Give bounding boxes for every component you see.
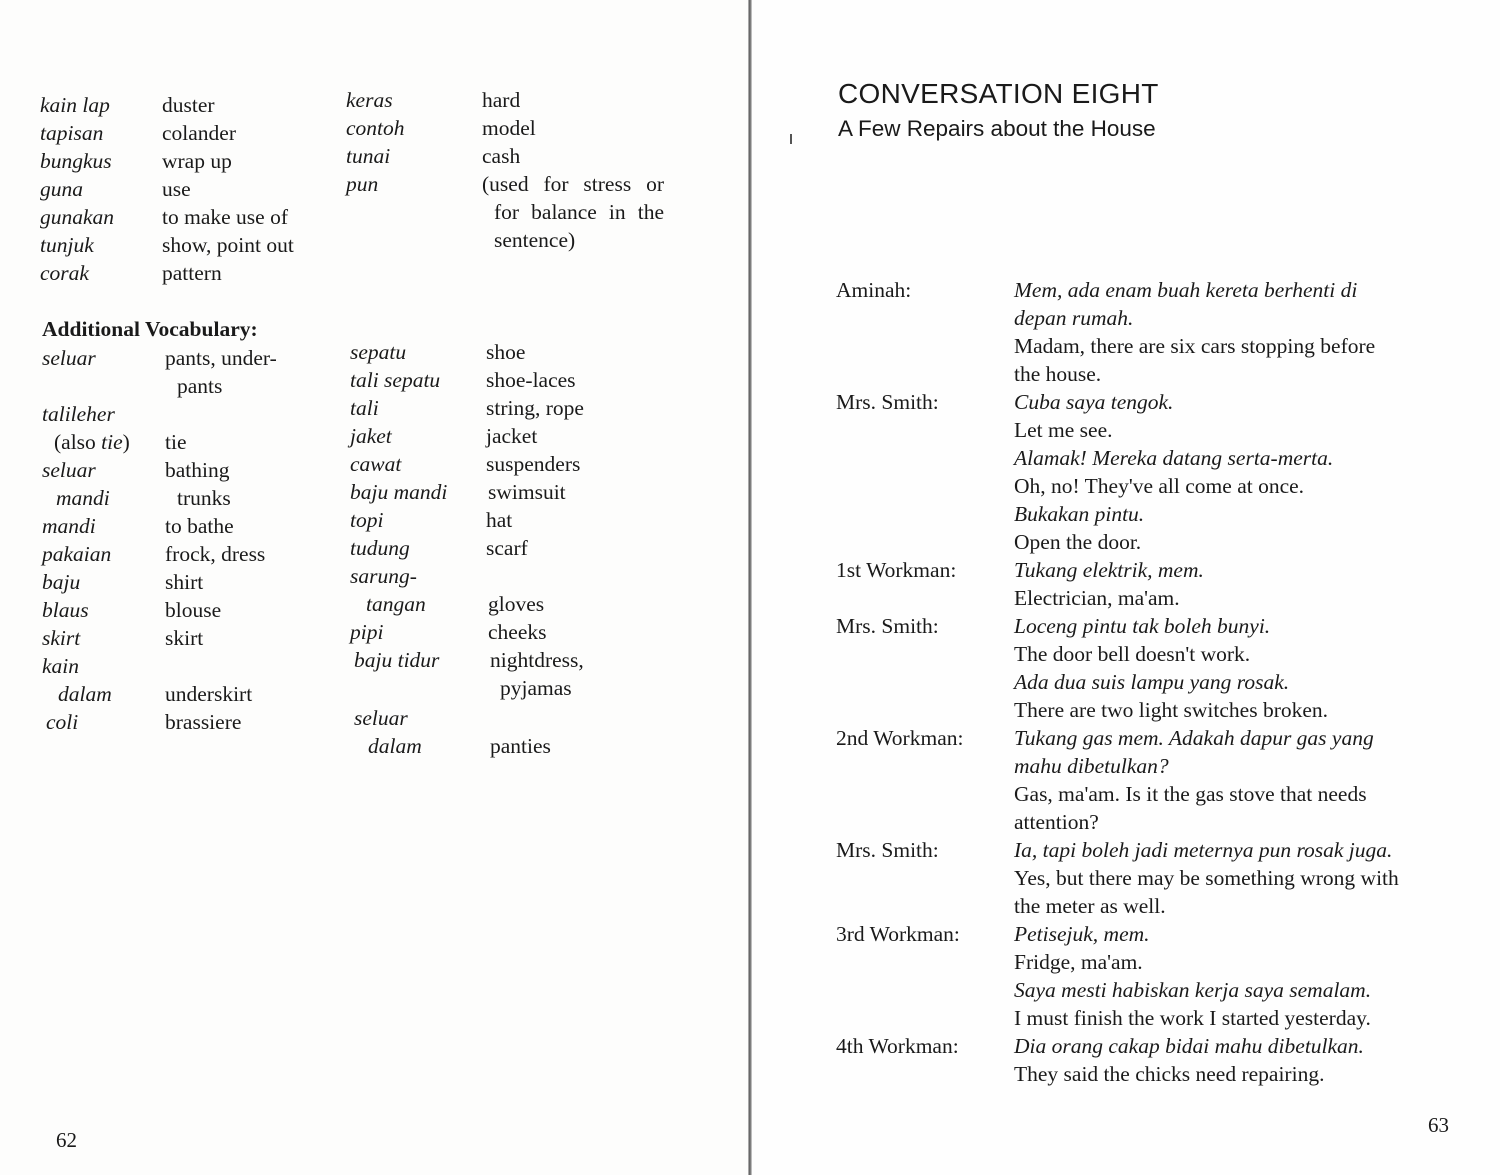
vocab-term: sarung- (350, 564, 417, 588)
vocab-row (40, 175, 340, 203)
vocab-definition: jacket (486, 424, 538, 448)
vocab-term: seluar (42, 458, 96, 482)
vocab-definition: cash (482, 144, 521, 168)
english-line: Let me see. (1014, 418, 1113, 442)
vocab-definition: shirt (165, 570, 204, 594)
malay-line: Cuba saya tengok. (1014, 390, 1174, 414)
conversation-title: CONVERSATION EIGHT (838, 78, 1159, 109)
dialogue-lines (1014, 836, 1460, 920)
page-number-right: 63 (1428, 1113, 1449, 1137)
vocab-row (40, 119, 340, 147)
vocab-term: topi (350, 508, 384, 532)
vocab-definition: panties (490, 734, 551, 758)
vocab-term: tunjuk (40, 233, 94, 257)
dialogue-turn (836, 724, 1466, 836)
english-line: The door bell doesn't work. (1014, 642, 1251, 666)
left-page (0, 0, 748, 1175)
dialogue-lines (1014, 556, 1460, 612)
vocab-definition: use (162, 177, 191, 201)
vocab-definition: frock, dress (165, 542, 266, 566)
vocab-term: tali (350, 396, 379, 420)
malay-line: Petisejuk, mem. (1014, 922, 1150, 946)
vocab-row (40, 259, 340, 287)
dialogue-lines (1014, 612, 1460, 724)
vocab-term: dalam (58, 682, 112, 706)
vocab-term: tali sepatu (350, 368, 441, 392)
vocab-definition: to bathe (165, 514, 234, 538)
malay-line: Bukakan pintu. (1014, 502, 1145, 526)
vocab-term: pun (346, 172, 379, 196)
vocab-rows-a (40, 91, 340, 287)
dialogue-turn (836, 556, 1466, 612)
vocab-definition: (used for stress or for balance in the sentence) (482, 172, 664, 252)
dialogue-lines (1014, 388, 1460, 556)
vocab-definition: gloves (488, 592, 545, 616)
vocab-definition: trunks (177, 486, 231, 510)
vocab-row (40, 91, 340, 119)
english-line: attention? (1014, 810, 1099, 834)
vocab-definition: brassiere (165, 710, 242, 734)
vocab-definition: wrap up (162, 149, 232, 173)
malay-line: Dia orang cakap bidai mahu dibetulkan. (1014, 1034, 1364, 1058)
vocab-definition: colander (162, 121, 237, 145)
speaker-name: Aminah: (836, 278, 912, 302)
vocab-definition: scarf (486, 536, 528, 560)
vocab-definition: to make use of (162, 205, 288, 229)
vocab-definition: hard (482, 88, 521, 112)
dialogue-turn (836, 920, 1466, 1032)
malay-line: Tukang elektrik, mem. (1014, 558, 1204, 582)
english-line: They said the chicks need repairing. (1014, 1062, 1325, 1086)
vocab-row (40, 231, 340, 259)
dialogue-turn (836, 836, 1466, 920)
dialogue-lines (1014, 1032, 1460, 1088)
vocab-term: kain (42, 654, 80, 678)
speaker-name: 4th Workman: (836, 1034, 959, 1058)
vocab-term: corak (40, 261, 89, 285)
speaker-name: 2nd Workman: (836, 726, 964, 750)
english-line: Open the door. (1014, 530, 1142, 554)
vocab-definition: pattern (162, 261, 222, 285)
english-line: Madam, there are six cars stopping before (1014, 334, 1376, 358)
english-line: the meter as well. (1014, 894, 1166, 918)
print-mark (790, 134, 792, 144)
malay-line: Mem, ada enam buah kereta berhenti di (1014, 278, 1358, 302)
vocab-term: blaus (42, 598, 89, 622)
vocab-term: skirt (42, 626, 81, 650)
vocab-definition: cheeks (488, 620, 547, 644)
vocab-term: seluar (42, 346, 96, 370)
vocab-term: coli (46, 710, 79, 734)
vocab-definition: underskirt (165, 682, 253, 706)
page-number-left: 62 (56, 1128, 77, 1152)
vocab-definition: bathing (165, 458, 230, 482)
vocab-term: baju (42, 570, 81, 594)
vocab-term: tudung (350, 536, 410, 560)
malay-line: Ia, tapi boleh jadi meternya pun rosak juga. (1014, 838, 1393, 862)
malay-line: Alamak! Mereka datang serta-merta. (1014, 446, 1334, 470)
vocab-term: kain lap (40, 93, 110, 117)
dialogue (836, 276, 1466, 1088)
vocab-term: baju tidur (354, 648, 440, 672)
vocab-term: contoh (346, 116, 405, 140)
speaker-name: Mrs. Smith: (836, 390, 939, 414)
additional-vocabulary-column-a (42, 344, 342, 736)
vocabulary-column-a (40, 91, 340, 287)
dialogue-turn (836, 276, 1466, 388)
vocab-definition: swimsuit (488, 480, 566, 504)
vocabulary-column-b (346, 86, 676, 254)
vocab-term: bungkus (40, 149, 112, 173)
vocab-row (40, 203, 340, 231)
vocab-term: jaket (350, 424, 392, 448)
dialogue-turn (836, 388, 1466, 556)
vocab-definition: suspenders (486, 452, 581, 476)
english-line: There are two light switches broken. (1014, 698, 1329, 722)
dialogue-lines (1014, 724, 1460, 836)
additional-vocabulary-column-b (350, 338, 680, 760)
english-line: Gas, ma'am. Is it the gas stove that needs (1014, 782, 1367, 806)
vocab-term: keras (346, 88, 393, 112)
english-line: Electrician, ma'am. (1014, 586, 1180, 610)
vocab-term: talileher (42, 402, 115, 426)
vocab-term: dalam (368, 734, 422, 758)
vocab-term: seluar (354, 706, 408, 730)
vocab-term: mandi (42, 514, 96, 538)
dialogue-lines (1014, 276, 1460, 388)
speaker-name: 1st Workman: (836, 558, 957, 582)
vocab-definition: shoe (486, 340, 526, 364)
speaker-name: 3rd Workman: (836, 922, 960, 946)
english-line: the house. (1014, 362, 1102, 386)
vocab-definition: shoe-laces (486, 368, 576, 392)
malay-line: depan rumah. (1014, 306, 1134, 330)
vocab-row (40, 147, 340, 175)
vocab-term: guna (40, 177, 83, 201)
vocab-definition: blouse (165, 598, 222, 622)
dialogue-turn (836, 612, 1466, 724)
vocab-definition: nightdress, (490, 648, 584, 672)
malay-line: Saya mesti habiskan kerja saya semalam. (1014, 978, 1372, 1002)
english-line: I must finish the work I started yesterday. (1014, 1006, 1371, 1030)
vocab-definition: show, point out (162, 233, 294, 257)
english-line: Fridge, ma'am. (1014, 950, 1143, 974)
vocab-definition: model (482, 116, 536, 140)
vocab-definition: pyjamas (500, 676, 572, 700)
english-line: Oh, no! They've all come at once. (1014, 474, 1305, 498)
speaker-name: Mrs. Smith: (836, 838, 939, 862)
conversation-subtitle: A Few Repairs about the House (838, 116, 1156, 141)
english-line: Yes, but there may be something wrong with (1014, 866, 1399, 890)
vocab-term: pakaian (42, 542, 112, 566)
vocab-definition: hat (486, 508, 513, 532)
vocab-term-note: (also tie) (54, 430, 130, 454)
vocab-term: tapisan (40, 121, 104, 145)
dialogue-lines (1014, 920, 1460, 1032)
malay-line: Tukang gas mem. Adakah dapur gas yang (1014, 726, 1374, 750)
vocab-term: tunai (346, 144, 391, 168)
speaker-name: Mrs. Smith: (836, 614, 939, 638)
vocab-definition: string, rope (486, 396, 584, 420)
malay-line: Ada dua suis lampu yang rosak. (1014, 670, 1290, 694)
malay-line: Loceng pintu tak boleh bunyi. (1014, 614, 1271, 638)
vocab-term: pipi (350, 620, 384, 644)
vocab-definition: pants (177, 374, 223, 398)
vocab-term: gunakan (40, 205, 115, 229)
vocab-term: tangan (366, 592, 426, 616)
vocab-term: cawat (350, 452, 402, 476)
vocab-term: baju mandi (350, 480, 448, 504)
vocab-term: sepatu (350, 340, 407, 364)
vocab-term: mandi (56, 486, 110, 510)
dialogue-turn (836, 1032, 1466, 1088)
vocab-definition: tie (165, 430, 187, 454)
vocab-definition: pants, under- (165, 346, 277, 370)
malay-line: mahu dibetulkan? (1014, 754, 1169, 778)
additional-vocabulary-heading: Additional Vocabulary: (42, 317, 258, 341)
vocab-definition: duster (162, 93, 215, 117)
vocab-definition: skirt (165, 626, 204, 650)
